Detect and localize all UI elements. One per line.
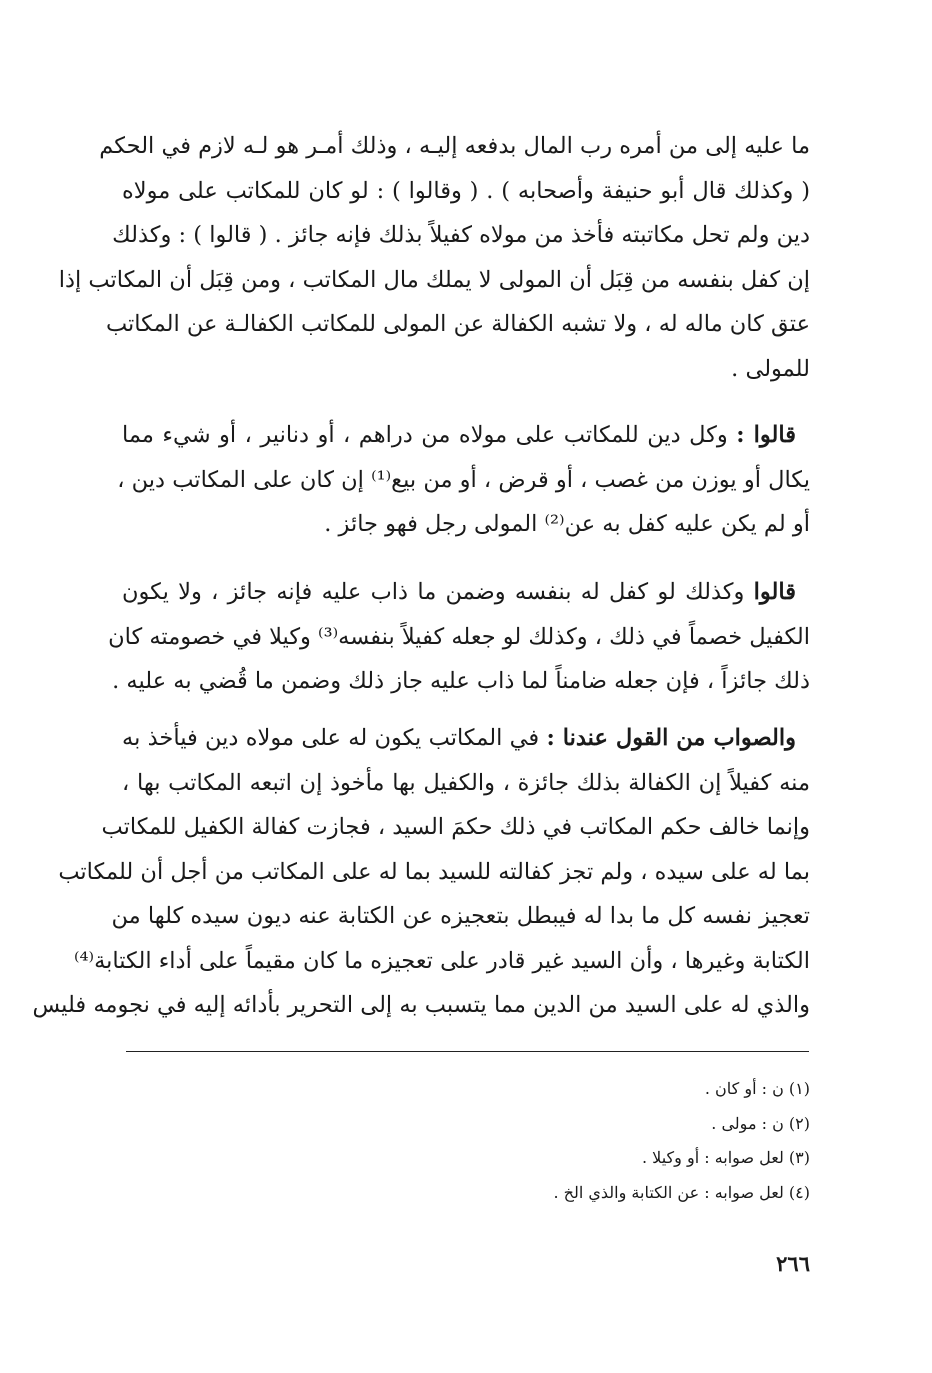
text-line: بما له على سيده ، ولم تجز كفالته للسيد بما له على المكاتب من أجل أن للمكاتب bbox=[58, 858, 810, 885]
text-line: في المكاتب يكون له على مولاه دين فيأخذ به bbox=[122, 725, 547, 751]
footnotes bbox=[300, 1072, 810, 1210]
text-line: يكال أو يوزن من غصب ، أو قرض ، أو من بيع⁽¹⁾ إن كان على المكاتب دين ، bbox=[117, 466, 810, 493]
text-line: الكتابة وغيرها ، وأن السيد غير قادر على تعجيزه ما كان مقيماً على أداء الكتابة⁽⁴⁾ bbox=[73, 947, 810, 974]
paragraph-3 bbox=[108, 570, 810, 704]
footnote: (٢) ن : مولى . bbox=[711, 1113, 810, 1133]
text-line: وإنما خالف حكم المكاتب في ذلك حكمَ السيد ، فجازت كفالة الكفيل للمكاتب bbox=[101, 814, 810, 840]
text-line: ذلك جائزاً ، فإن جعله ضامناً لما ذاب عليه جاز ذلك وضمن ما قُضي به عليه . bbox=[112, 668, 810, 694]
text-line: أو لم يكن عليه كفل به عن⁽²⁾ المولى رجل فهو جائز . bbox=[324, 511, 810, 537]
footnote: (٣) لعل صوابه : أو وكيلا . bbox=[641, 1148, 810, 1167]
text-line-with-lead bbox=[122, 413, 810, 458]
text-line: عتق كان ماله له ، ولا تشبه الكفالة عن المولى للمكاتب الكفالـة عن المكاتب bbox=[105, 311, 810, 337]
paragraph-lead: والصواب من القول عندنا : bbox=[546, 725, 796, 751]
text-line-with-lead bbox=[122, 570, 810, 615]
text-line: منه كفيلاً إن الكفالة بذلك جائزة ، والكفيل بها مأخوذ إن اتبعه المكاتب بها ، bbox=[122, 769, 810, 796]
text-line: إن كفل بنفسه من قِبَل أن المولى لا يملك مال المكاتب ، ومن قِبَل أن المكاتب إذا bbox=[58, 266, 810, 293]
text-line: دين ولم تحل مكاتبته فأخذ من مولاه كفيلاً بذلك فإنه جائز . ( قالوا ) : وكذلك bbox=[112, 222, 810, 248]
paragraph-1 bbox=[58, 124, 810, 391]
paragraph-lead: قالوا : bbox=[736, 422, 796, 448]
text-line: الكفيل خصماً في ذلك ، وكذلك لو جعله كفيلاً بنفسه⁽³⁾ وكيلا في خصومته كان bbox=[108, 623, 810, 650]
footnote: (١) ن : أو كان . bbox=[704, 1079, 810, 1098]
paragraph-lead: قالوا bbox=[753, 579, 796, 605]
text-line: والذي له على السيد من الدين مما يتسبب به إلى التحرير بأدائه إليه في نجومه فليس bbox=[32, 992, 810, 1018]
text-line: للمولى . bbox=[731, 355, 810, 382]
page-number: ٢٦٦ bbox=[776, 1251, 810, 1276]
paragraph-4 bbox=[32, 716, 810, 1028]
text-line: ما عليه إلى من أمره رب المال بدفعه إليـه ، وذلك أمـر هو لـه لازم في الحكم bbox=[99, 133, 810, 159]
footnote-divider bbox=[126, 1051, 809, 1052]
footnote: (٤) لعل صوابه : عن الكتابة والذي الخ . bbox=[553, 1182, 810, 1202]
text-line-with-lead bbox=[122, 716, 810, 761]
text-line: ( وكذلك قال أبو حنيفة وأصحابه ) . ( وقالوا ) : لو كان للمكاتب على مولاه bbox=[122, 177, 810, 204]
text-line: وكذلك لو كفل له بنفسه وضمن ما ذاب عليه فإنه جائز ، ولا يكون bbox=[122, 579, 754, 605]
paragraph-2 bbox=[117, 413, 810, 547]
text-line: تعجيز نفسه كل ما بدا له فيبطل بتعجيزه عن الكتابة عنه ديون سيده كلها من bbox=[111, 903, 810, 929]
text-line: وكل دين للمكاتب على مولاه من دراهم ، أو دنانير ، أو شيء مما bbox=[122, 422, 737, 448]
